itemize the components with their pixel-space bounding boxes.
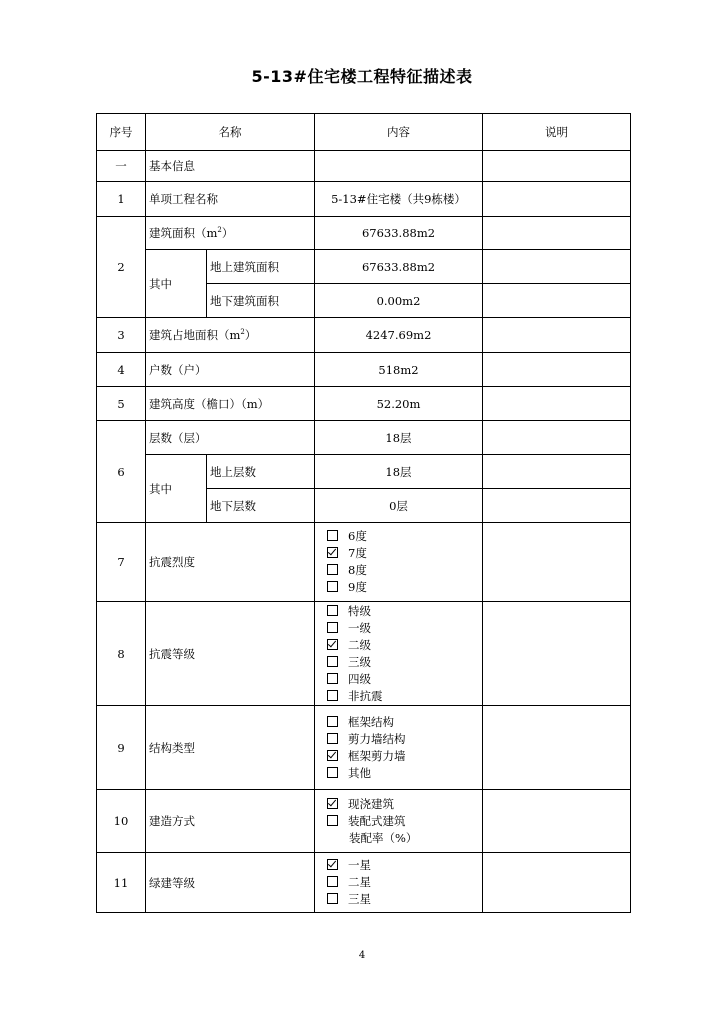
row-name: 结构类型 [146, 706, 315, 790]
checkbox-icon[interactable] [327, 605, 338, 616]
row-note [483, 250, 631, 284]
row-note [483, 353, 631, 387]
row-note [483, 318, 631, 353]
row-name: 建造方式 [146, 790, 315, 853]
option-label: 9度 [348, 580, 367, 594]
option-label: 一级 [348, 620, 371, 635]
row-seq: 2 [97, 217, 146, 318]
row-note [483, 387, 631, 421]
row-note [483, 853, 631, 913]
option-item [327, 731, 479, 748]
row-seq: 4 [97, 353, 146, 387]
option-label: 四级 [348, 671, 371, 686]
row-note [483, 489, 631, 523]
row-seq: 11 [97, 853, 146, 913]
option-item [327, 748, 479, 765]
header-row [97, 114, 631, 151]
header-name: 名称 [146, 114, 315, 151]
sub-name: 地上建筑面积 [207, 250, 315, 284]
table-row [97, 421, 631, 455]
option-item [327, 654, 479, 671]
sub-content: 0.00m2 [315, 284, 483, 318]
checkbox-icon[interactable] [327, 622, 338, 633]
row-note [483, 421, 631, 455]
option-item [327, 671, 479, 688]
option-item [327, 813, 479, 830]
row-content: 4247.69m2 [315, 318, 483, 353]
row-note [483, 182, 631, 217]
table-row [97, 151, 631, 182]
option-label: 框架结构 [348, 714, 394, 729]
row-note [483, 602, 631, 706]
option-item [327, 528, 479, 545]
row-note [483, 706, 631, 790]
checkbox-checked-icon[interactable] [327, 798, 338, 809]
checkbox-icon[interactable] [327, 581, 338, 592]
checkbox-checked-icon[interactable] [327, 859, 338, 870]
row-content [315, 151, 483, 182]
row-note [483, 217, 631, 250]
document-title: 5-13#住宅楼工程特征描述表 [251, 67, 473, 86]
row-name-tail: ） [221, 226, 234, 240]
row-seq: 5 [97, 387, 146, 421]
sub-name: 地上层数 [207, 455, 315, 489]
table-row [97, 706, 631, 790]
option-list [315, 602, 483, 706]
checkbox-icon[interactable] [327, 893, 338, 904]
row-content: 518m2 [315, 353, 483, 387]
table-row [97, 250, 631, 284]
header-seq: 序号 [97, 114, 146, 151]
table-row [97, 353, 631, 387]
sub-content: 18层 [315, 455, 483, 489]
checkbox-icon[interactable] [327, 673, 338, 684]
row-note [483, 790, 631, 853]
option-item [327, 714, 479, 731]
checkbox-icon[interactable] [327, 716, 338, 727]
row-name [146, 318, 315, 353]
sub-name: 地下层数 [207, 489, 315, 523]
option-label: 非抗震 [348, 688, 383, 703]
feature-table [96, 113, 631, 913]
option-label: 8度 [348, 563, 367, 577]
option-label: 三星 [348, 892, 371, 906]
row-content: 18层 [315, 421, 483, 455]
option-extra: 装配率（%） [349, 830, 418, 845]
group-label: 其中 [146, 455, 207, 523]
unit-superscript: 2 [217, 226, 222, 235]
option-label: 7度 [348, 546, 367, 560]
checkbox-icon[interactable] [327, 656, 338, 667]
row-name-text: 建筑占地面积（m [149, 328, 241, 342]
table-row [97, 217, 631, 250]
option-list [315, 853, 483, 913]
page-number: 4 [358, 950, 366, 961]
row-name: 绿建等级 [146, 853, 315, 913]
checkbox-icon[interactable] [327, 564, 338, 575]
row-seq: 3 [97, 318, 146, 353]
option-label: 现浇建筑 [348, 796, 394, 811]
row-content: 5-13#住宅楼（共9栋楼） [315, 182, 483, 217]
row-seq: 7 [97, 523, 146, 602]
row-name: 单项工程名称 [146, 182, 315, 217]
option-list [315, 706, 483, 790]
option-label: 6度 [348, 529, 367, 543]
checkbox-icon[interactable] [327, 815, 338, 826]
table-row [97, 318, 631, 353]
group-label: 其中 [146, 250, 207, 318]
row-seq: 6 [97, 421, 146, 523]
row-name-tail: ） [244, 328, 257, 342]
option-label: 其他 [348, 765, 371, 780]
row-content: 67633.88m2 [315, 217, 483, 250]
row-note [483, 284, 631, 318]
row-note [483, 455, 631, 489]
table-row [97, 455, 631, 489]
sub-content: 67633.88m2 [315, 250, 483, 284]
option-list [315, 790, 483, 853]
checkbox-icon[interactable] [327, 690, 338, 701]
checkbox-icon[interactable] [327, 876, 338, 887]
option-item [327, 620, 479, 637]
option-item [327, 562, 479, 579]
option-label: 二级 [348, 637, 371, 652]
option-item [327, 603, 479, 620]
row-note [483, 523, 631, 602]
row-content: 52.20m [315, 387, 483, 421]
row-name: 抗震烈度 [146, 523, 315, 602]
row-name: 基本信息 [146, 151, 315, 182]
row-seq: 10 [97, 790, 146, 853]
option-label: 装配式建筑 [348, 813, 406, 828]
option-item [327, 765, 479, 782]
table-row [97, 853, 631, 913]
header-content: 内容 [315, 114, 483, 151]
table-row [97, 182, 631, 217]
option-item [327, 874, 479, 891]
option-label: 二星 [348, 875, 371, 889]
option-label: 剪力墙结构 [348, 731, 406, 746]
checkbox-icon[interactable] [327, 530, 338, 541]
row-note [483, 151, 631, 182]
row-seq: 9 [97, 706, 146, 790]
table-row [97, 523, 631, 602]
table-row [97, 602, 631, 706]
option-label: 一星 [348, 858, 371, 872]
option-item [327, 579, 479, 596]
option-label: 框架剪力墙 [348, 748, 406, 763]
row-seq: 1 [97, 182, 146, 217]
option-label: 三级 [348, 654, 371, 669]
option-item [327, 637, 479, 654]
sub-name: 地下建筑面积 [207, 284, 315, 318]
option-item [327, 796, 479, 813]
checkbox-checked-icon[interactable] [327, 750, 338, 761]
option-item [327, 545, 479, 562]
table-row [97, 387, 631, 421]
row-name-text: 建筑面积（m [149, 226, 218, 240]
checkbox-checked-icon[interactable] [327, 547, 338, 558]
option-list [315, 523, 483, 602]
sub-content: 0层 [315, 489, 483, 523]
table-row [97, 790, 631, 853]
row-name: 户数（户） [146, 353, 315, 387]
unit-superscript: 2 [240, 328, 245, 337]
option-item [327, 891, 479, 908]
row-seq: 8 [97, 602, 146, 706]
option-item [327, 688, 479, 705]
row-name [146, 217, 315, 250]
header-note: 说明 [483, 114, 631, 151]
option-item [327, 857, 479, 874]
checkbox-icon[interactable] [327, 733, 338, 744]
option-label: 特级 [348, 603, 371, 618]
row-name: 建筑高度（檐口）（m） [146, 387, 315, 421]
row-seq: 一 [97, 151, 146, 182]
checkbox-checked-icon[interactable] [327, 639, 338, 650]
row-name: 抗震等级 [146, 602, 315, 706]
checkbox-icon[interactable] [327, 767, 338, 778]
row-name: 层数（层） [146, 421, 315, 455]
